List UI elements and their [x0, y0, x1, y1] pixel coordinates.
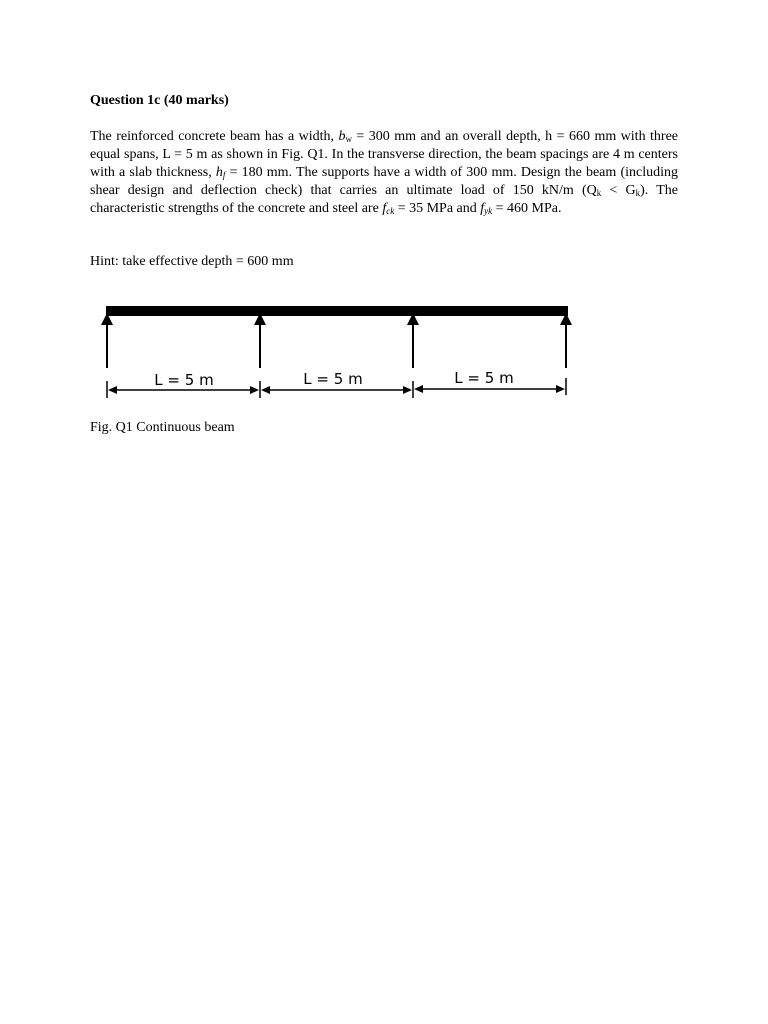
question-heading: Question 1c (40 marks) [90, 93, 229, 108]
span-label-1: L = 5 m [154, 371, 214, 389]
figure-caption: Fig. Q1 Continuous beam [90, 420, 235, 435]
span-label-2: L = 5 m [303, 370, 363, 388]
support-3 [407, 313, 419, 368]
beam [106, 306, 568, 316]
support-2 [254, 313, 266, 368]
span-label-3: L = 5 m [454, 369, 514, 387]
continuous-beam-diagram [0, 295, 768, 405]
hint-text: Hint: take effective depth = 600 mm [90, 254, 294, 269]
support-4 [560, 313, 572, 368]
question-paragraph: The reinforced concrete beam has a width, $b_w = 300$ mm and an overall depth, h = 660 mm with three equal spans, L = 5 m as shown in Fig. Q1. In the transverse direction, the beam spacings are 4 m centers with a slab thickness, $h_f = 180$ mm. The supports have a width of 300 mm. Design the beam (including shear design and deflection check) that carries an ultimate load of 150 kN/m $(Q_k < G_k)$. The characteristic strengths of the concrete and steel are $f_{ck} = 35$ MPa and $f_{yk} = 460$ MPa. [90, 129, 678, 216]
support-1 [101, 313, 113, 368]
